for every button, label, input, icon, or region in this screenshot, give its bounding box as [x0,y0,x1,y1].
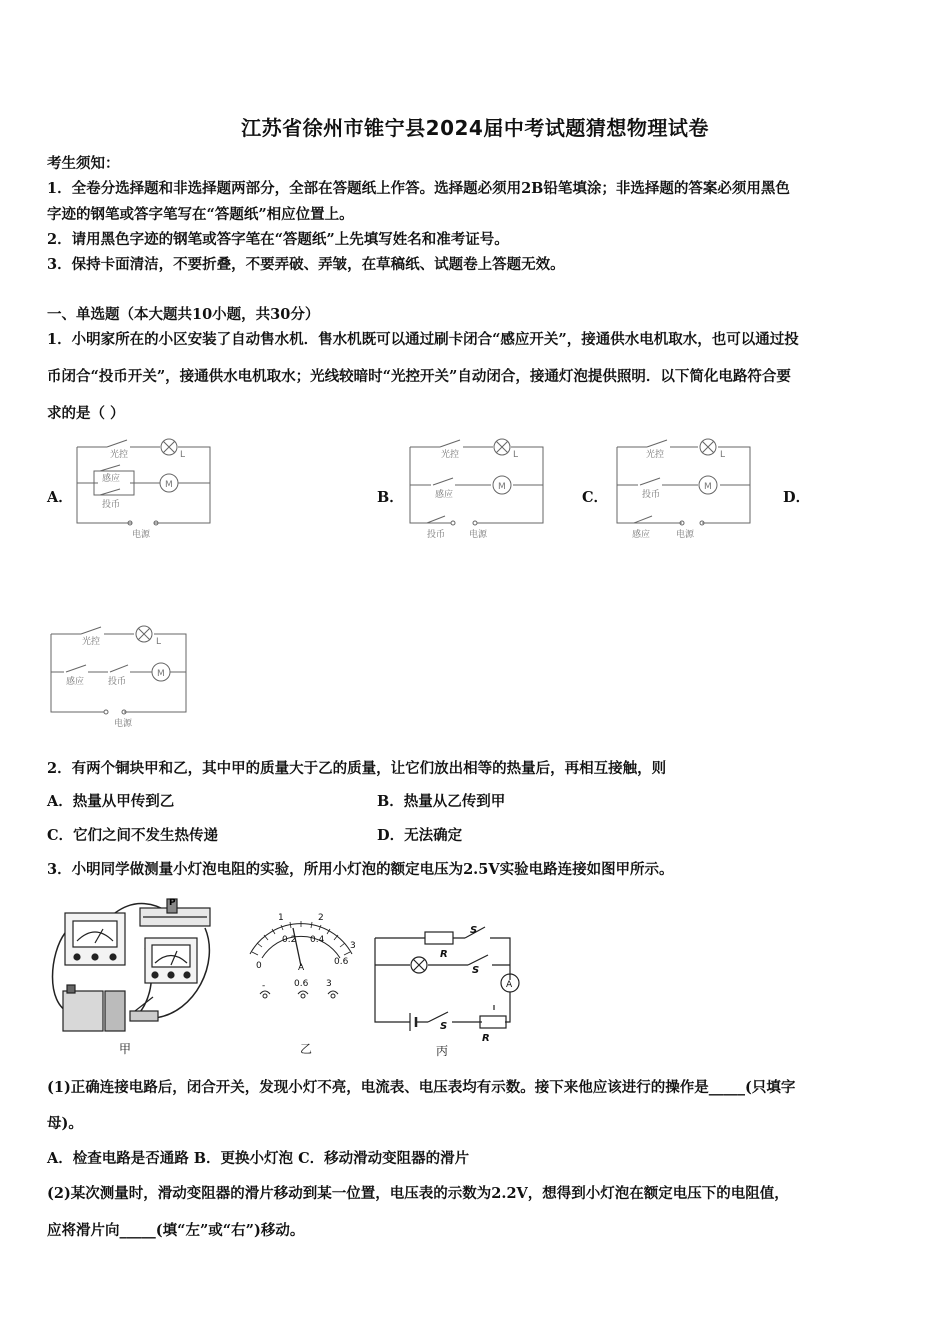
notice-item-1-cont: 字迹的钢笔或答字笔写在“答题纸”相应位置上。 [47,206,354,223]
q2-stem: 2．有两个铜块甲和乙，其中甲的质量大于乙的质量，让它们放出相等的热量后，再相互接触，则 [47,760,667,777]
q3-sub1-options[interactable]: A．检查电路是否通路 B．更换小灯泡 C．移动滑动变阻器的滑片 [47,1150,470,1167]
q2-option-d[interactable]: D．无法确定 [377,827,463,844]
section-heading: 一、单选题（本大题共10小题，共30分） [47,306,320,323]
meter-terminal-neg: - [262,981,266,991]
label-toubi: 投币 [108,677,127,687]
q1-option-b-label[interactable]: B． [377,489,404,506]
q1-circuit-b [405,435,550,545]
label-motor: M [157,669,165,679]
label-lamp: L [720,450,726,460]
meter-terminal-06: 0.6 [294,979,309,989]
label-dianyuan: 电源 [469,530,488,540]
label-toubi: 投币 [427,530,446,540]
label-guangkong: 光控 [441,450,460,460]
q3-sub2-line1: (2)某次测量时，滑动变阻器的滑片移动到某一位置，电压表的示数为2.2V，想得到小灯泡在额定电压下的电阻值， [47,1185,789,1202]
figure-jia-caption: 甲 [119,1042,132,1056]
q1-stem-line1: 1．小明家所在的小区安装了自动售水机．售水机既可以通过刷卡闭合“感应开关”，接通供水电机取水，也可以通过投 [47,331,799,348]
q1-circuit-a [72,435,217,545]
q3-figure-bing [370,905,520,1060]
label-s2: S [470,925,478,936]
meter-inner-02: 0.2 [282,935,297,945]
q1-option-a-label[interactable]: A． [47,489,73,506]
label-ganying: 感应 [435,490,454,500]
meter-inner-06: 0.6 [334,957,349,967]
figure-yi-caption: 乙 [300,1042,313,1056]
label-motor: M [165,480,173,490]
label-dianyuan: 电源 [676,530,695,540]
label-ganying: 感应 [102,474,121,484]
slider-label: P [169,898,176,908]
label-guangkong: 光控 [110,450,129,460]
notice-item-3: 3．保持卡面清洁，不要折叠，不要弄破、弄皱，在草稿纸、试题卷上答题无效。 [47,256,565,273]
meter-tick-1: 1 [278,913,284,923]
label-guangkong: 光控 [646,450,665,460]
label-lamp: L [156,637,162,647]
q2-option-b[interactable]: B．热量从乙传到甲 [377,793,506,810]
q3-figure-yi [240,908,365,1058]
page-title: 江苏省徐州市锥宁县2024届中考试题猜想物理试卷 [241,116,709,140]
label-r1: R [482,1033,490,1044]
label-toubi: 投币 [642,490,661,500]
q3-sub2-line2: 应将滑片向_____(填“左”或“右”)移动。 [47,1222,305,1239]
meter-tick-3: 3 [350,941,356,951]
q1-option-c-label[interactable]: C． [582,489,609,506]
label-guangkong: 光控 [82,637,101,647]
meter-inner-04: 0.4 [310,935,325,945]
label-ganying: 感应 [632,530,651,540]
label-lamp: L [180,450,186,460]
q1-option-d-label[interactable]: D． [783,489,811,506]
q1-circuit-c [612,435,757,545]
notice-item-2: 2．请用黑色字迹的钢笔或答字笔在“答题纸”上先填写姓名和准考证号。 [47,231,509,248]
figure-bing-caption: 丙 [436,1044,449,1058]
label-ganying: 感应 [66,677,85,687]
ammeter-label: A [506,980,513,990]
meter-tick-2: 2 [318,913,324,923]
notice-heading: 考生须知： [47,155,120,172]
q3-figure-jia [45,893,220,1058]
label-dianyuan: 电源 [132,530,151,540]
label-lamp: L [513,450,519,460]
label-s: S [440,1021,448,1032]
label-toubi: 投币 [102,500,121,510]
q3-stem: 3．小明同学做测量小灯泡电阻的实验，所用小灯泡的额定电压为2.5V实验电路连接如图甲所示。 [47,861,674,878]
q1-stem-line2: 币闭合“投币开关”，接通供水电机取水；光线较暗时“光控开关”自动闭合，接通灯泡提供照明．以下简化电路符合要 [47,368,791,385]
q3-sub1-line2: 母)。 [47,1115,83,1132]
q1-stem-line3: 求的是（ ） [47,405,125,422]
label-s1: S [472,965,480,976]
meter-inner-0: 0 [256,961,262,971]
meter-terminal-3: 3 [326,979,332,989]
q3-sub1-line1: (1)正确连接电路后，闭合开关，发现小灯不亮，电流表、电压表均有示数。接下来他应该进行的操作是_____(只填字 [47,1079,796,1096]
notice-item-1: 1．全卷分选择题和非选择题两部分，全部在答题纸上作答。选择题必须用2B铅笔填涂；非选择题的答案必须用黑色 [47,180,790,197]
label-dianyuan: 电源 [114,719,133,729]
label-motor: M [498,482,506,492]
meter-unit: A [298,963,305,973]
q2-option-c[interactable]: C．它们之间不发生热传递 [47,827,219,844]
label-r0: R [440,949,448,960]
label-motor: M [704,482,712,492]
q1-circuit-d [46,620,196,732]
q2-option-a[interactable]: A．热量从甲传到乙 [47,793,175,810]
